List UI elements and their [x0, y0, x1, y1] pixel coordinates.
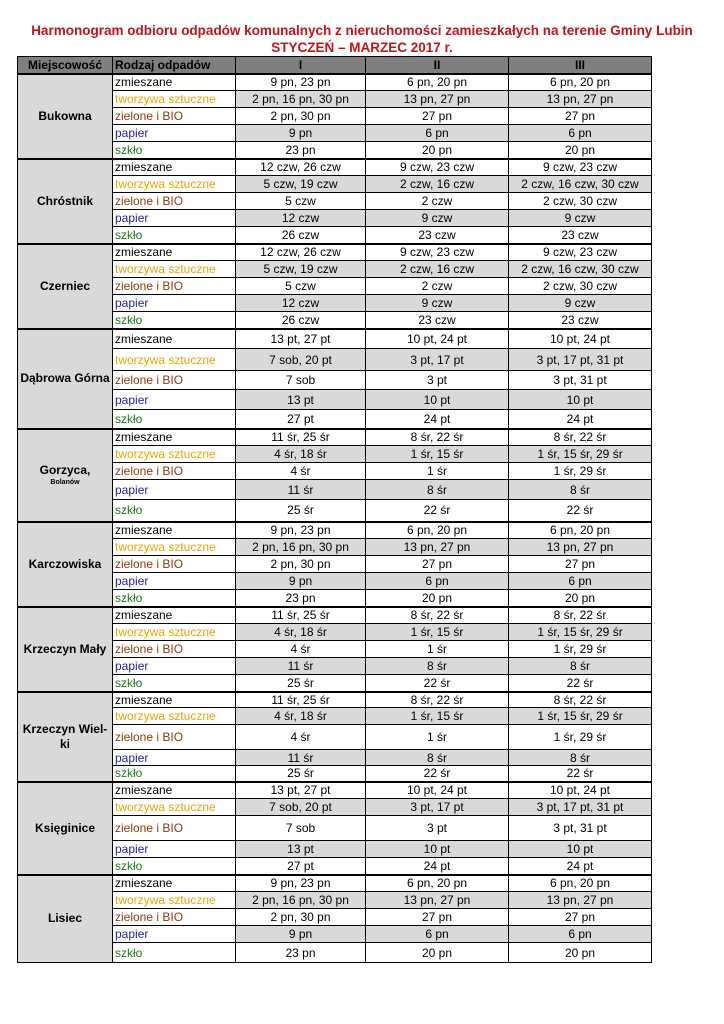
pickup-dates-month-1: 2 pn, 30 pn	[236, 909, 366, 926]
table-row	[18, 142, 652, 159]
town-name	[18, 159, 113, 244]
pickup-dates-month-1: 2 pn, 30 pn	[236, 108, 366, 125]
pickup-dates-month-3: 1 śr, 15 śr, 29 śr	[509, 446, 652, 463]
table-row	[18, 556, 652, 573]
table-row	[18, 410, 652, 429]
table-row	[18, 573, 652, 590]
table-row	[18, 244, 652, 261]
pickup-dates-month-2: 1 śr	[366, 641, 509, 658]
pickup-dates-month-2: 2 czw, 16 czw	[366, 176, 509, 193]
pickup-dates-month-1: 4 śr, 18 śr	[236, 708, 366, 725]
pickup-dates-month-2: 2 czw	[366, 278, 509, 295]
pickup-dates-month-2: 9 czw, 23 czw	[366, 159, 509, 176]
pickup-dates-month-3: 8 śr, 22 śr	[509, 429, 652, 446]
pickup-dates-month-3: 10 pt, 24 pt	[509, 782, 652, 799]
town-name	[18, 522, 113, 607]
pickup-dates-month-1: 5 czw	[236, 193, 366, 210]
table-row	[18, 312, 652, 329]
waste-type: zmieszane	[113, 692, 236, 708]
table-row	[18, 227, 652, 244]
waste-type: zmieszane	[113, 607, 236, 624]
table-row	[18, 463, 652, 480]
table-row	[18, 799, 652, 816]
town-name-label: Księginice	[34, 820, 96, 835]
header-month-2: II	[366, 57, 509, 74]
pickup-dates-month-2: 6 pn	[366, 573, 509, 590]
pickup-dates-month-2: 1 śr	[366, 463, 509, 480]
pickup-dates-month-1: 11 śr	[236, 750, 366, 766]
waste-type: papier	[113, 210, 236, 227]
table-row	[18, 641, 652, 658]
pickup-dates-month-1: 11 śr, 25 śr	[236, 692, 366, 708]
pickup-dates-month-1: 27 pt	[236, 410, 366, 429]
pickup-dates-month-1: 4 śr	[236, 641, 366, 658]
pickup-dates-month-1: 9 pn, 23 pn	[236, 875, 366, 892]
pickup-dates-month-2: 9 czw	[366, 210, 509, 227]
table-row	[18, 159, 652, 176]
pickup-dates-month-1: 4 śr, 18 śr	[236, 624, 366, 641]
pickup-dates-month-2: 24 pt	[366, 858, 509, 875]
pickup-dates-month-1: 23 pn	[236, 943, 366, 963]
town-name-label: Dąbrowa Górna	[20, 371, 110, 385]
waste-type: szkło	[113, 943, 236, 963]
pickup-dates-month-2: 1 śr	[366, 725, 509, 750]
pickup-dates-month-2: 1 śr, 15 śr	[366, 624, 509, 641]
pickup-dates-month-3: 8 śr	[509, 480, 652, 500]
waste-type: tworzywa sztuczne	[113, 892, 236, 909]
pickup-dates-month-3: 6 pn, 20 pn	[509, 522, 652, 539]
pickup-dates-month-1: 11 śr, 25 śr	[236, 429, 366, 446]
table-row	[18, 446, 652, 463]
pickup-dates-month-2: 9 czw	[366, 295, 509, 312]
pickup-dates-month-1: 25 śr	[236, 675, 366, 692]
pickup-dates-month-3: 3 pt, 31 pt	[509, 816, 652, 841]
pickup-dates-month-2: 27 pn	[366, 108, 509, 125]
pickup-dates-month-3: 20 pn	[509, 142, 652, 159]
pickup-dates-month-3: 6 pn	[509, 125, 652, 142]
pickup-dates-month-1: 9 pn	[236, 573, 366, 590]
pickup-dates-month-1: 5 czw	[236, 278, 366, 295]
table-row	[18, 841, 652, 858]
waste-type: szkło	[113, 858, 236, 875]
pickup-dates-month-2: 1 śr, 15 śr	[366, 708, 509, 725]
pickup-dates-month-3: 2 czw, 30 czw	[509, 278, 652, 295]
pickup-dates-month-2: 22 śr	[366, 500, 509, 522]
pickup-dates-month-2: 13 pn, 27 pn	[366, 539, 509, 556]
table-row	[18, 261, 652, 278]
town-name-label: Karczowiska	[28, 556, 102, 571]
pickup-dates-month-2: 8 śr, 22 śr	[366, 429, 509, 446]
pickup-dates-month-3: 23 czw	[509, 312, 652, 329]
town-name	[18, 329, 113, 429]
table-row	[18, 193, 652, 210]
pickup-dates-month-2: 20 pn	[366, 142, 509, 159]
waste-type: szkło	[113, 766, 236, 782]
pickup-dates-month-3: 1 śr, 29 śr	[509, 463, 652, 480]
pickup-dates-month-1: 2 pn, 16 pn, 30 pn	[236, 539, 366, 556]
town-name-label: Bukowna	[38, 108, 92, 123]
pickup-dates-month-1: 7 sob	[236, 371, 366, 390]
pickup-dates-month-2: 6 pn, 20 pn	[366, 74, 509, 91]
schedule-body	[18, 74, 652, 963]
table-row	[18, 500, 652, 522]
pickup-dates-month-2: 8 śr	[366, 658, 509, 675]
pickup-dates-month-2: 24 pt	[366, 410, 509, 429]
header-month-1: I	[236, 57, 366, 74]
pickup-dates-month-2: 3 pt, 17 pt	[366, 349, 509, 371]
waste-type: papier	[113, 573, 236, 590]
waste-type: tworzywa sztuczne	[113, 176, 236, 193]
pickup-dates-month-1: 5 czw, 19 czw	[236, 176, 366, 193]
pickup-dates-month-3: 3 pt, 17 pt, 31 pt	[509, 349, 652, 371]
waste-type: papier	[113, 390, 236, 410]
pickup-dates-month-2: 3 pt	[366, 371, 509, 390]
pickup-dates-month-3: 6 pn, 20 pn	[509, 875, 652, 892]
waste-type: zielone i BIO	[113, 641, 236, 658]
pickup-dates-month-1: 13 pt, 27 pt	[236, 329, 366, 349]
pickup-dates-month-2: 3 pt, 17 pt	[366, 799, 509, 816]
waste-type: zmieszane	[113, 782, 236, 799]
town-name	[18, 244, 113, 329]
pickup-dates-month-3: 13 pn, 27 pn	[509, 91, 652, 108]
pickup-dates-month-1: 13 pt, 27 pt	[236, 782, 366, 799]
pickup-dates-month-1: 12 czw, 26 czw	[236, 159, 366, 176]
pickup-dates-month-3: 2 czw, 16 czw, 30 czw	[509, 261, 652, 278]
table-row	[18, 480, 652, 500]
pickup-dates-month-3: 24 pt	[509, 858, 652, 875]
waste-type: zmieszane	[113, 159, 236, 176]
town-name-label: Gorzyca,	[39, 463, 91, 477]
pickup-dates-month-2: 8 śr, 22 śr	[366, 607, 509, 624]
pickup-dates-month-1: 11 śr	[236, 480, 366, 500]
pickup-dates-month-2: 8 śr	[366, 480, 509, 500]
pickup-dates-month-2: 10 pt, 24 pt	[366, 782, 509, 799]
pickup-dates-month-3: 2 czw, 30 czw	[509, 193, 652, 210]
table-row	[18, 329, 652, 349]
town-name	[18, 74, 113, 159]
waste-type: papier	[113, 841, 236, 858]
pickup-dates-month-1: 11 śr, 25 śr	[236, 607, 366, 624]
pickup-dates-month-3: 8 śr	[509, 750, 652, 766]
pickup-dates-month-3: 22 śr	[509, 500, 652, 522]
pickup-dates-month-3: 1 śr, 29 śr	[509, 641, 652, 658]
table-row	[18, 539, 652, 556]
pickup-dates-month-2: 6 pn	[366, 125, 509, 142]
table-row	[18, 675, 652, 692]
waste-type: szkło	[113, 142, 236, 159]
pickup-dates-month-2: 27 pn	[366, 556, 509, 573]
pickup-dates-month-1: 2 pn, 16 pn, 30 pn	[236, 91, 366, 108]
table-row	[18, 349, 652, 371]
table-row	[18, 74, 652, 91]
pickup-dates-month-3: 10 pt, 24 pt	[509, 329, 652, 349]
table-row	[18, 909, 652, 926]
town-subname: Bolanów	[50, 479, 80, 486]
pickup-dates-month-3: 13 pn, 27 pn	[509, 539, 652, 556]
table-row	[18, 429, 652, 446]
pickup-dates-month-1: 7 sob	[236, 816, 366, 841]
waste-type: tworzywa sztuczne	[113, 446, 236, 463]
pickup-dates-month-2: 10 pt, 24 pt	[366, 329, 509, 349]
table-row	[18, 295, 652, 312]
waste-type: tworzywa sztuczne	[113, 349, 236, 371]
pickup-dates-month-1: 9 pn	[236, 926, 366, 943]
table-row	[18, 816, 652, 841]
town-name	[18, 875, 113, 963]
table-row	[18, 125, 652, 142]
pickup-dates-month-3: 27 pn	[509, 909, 652, 926]
waste-type: tworzywa sztuczne	[113, 261, 236, 278]
pickup-dates-month-2: 8 śr, 22 śr	[366, 692, 509, 708]
header-month-3: III	[509, 57, 652, 74]
waste-type: papier	[113, 658, 236, 675]
waste-type: tworzywa sztuczne	[113, 624, 236, 641]
table-row	[18, 371, 652, 390]
table-row	[18, 108, 652, 125]
waste-type: tworzywa sztuczne	[113, 708, 236, 725]
pickup-dates-month-3: 3 pt, 31 pt	[509, 371, 652, 390]
pickup-dates-month-2: 20 pn	[366, 590, 509, 607]
pickup-dates-month-2: 10 pt	[366, 841, 509, 858]
pickup-dates-month-3: 9 czw	[509, 210, 652, 227]
town-name-label: Krzeczyn Mały	[23, 641, 107, 656]
pickup-dates-month-3: 20 pn	[509, 943, 652, 963]
pickup-dates-month-2: 20 pn	[366, 943, 509, 963]
pickup-dates-month-3: 27 pn	[509, 556, 652, 573]
pickup-dates-month-1: 2 pn, 30 pn	[236, 556, 366, 573]
table-row	[18, 750, 652, 766]
waste-type: zielone i BIO	[113, 556, 236, 573]
pickup-dates-month-1: 13 pt	[236, 390, 366, 410]
pickup-dates-month-3: 6 pn	[509, 926, 652, 943]
table-row	[18, 278, 652, 295]
waste-type: zielone i BIO	[113, 463, 236, 480]
waste-type: zmieszane	[113, 875, 236, 892]
pickup-dates-month-3: 1 śr, 15 śr, 29 śr	[509, 624, 652, 641]
waste-type: zielone i BIO	[113, 725, 236, 750]
pickup-dates-month-3: 9 czw, 23 czw	[509, 159, 652, 176]
pickup-dates-month-3: 10 pt	[509, 390, 652, 410]
pickup-dates-month-1: 7 sob, 20 pt	[236, 349, 366, 371]
waste-type: papier	[113, 295, 236, 312]
pickup-dates-month-2: 2 czw, 16 czw	[366, 261, 509, 278]
document-subtitle: STYCZEŃ – MARZEC 2017 r.	[271, 40, 453, 55]
pickup-dates-month-1: 12 czw	[236, 210, 366, 227]
waste-type: papier	[113, 125, 236, 142]
pickup-dates-month-2: 6 pn, 20 pn	[366, 522, 509, 539]
table-row	[18, 176, 652, 193]
pickup-dates-month-3: 1 śr, 15 śr, 29 śr	[509, 708, 652, 725]
town-name-label: Lisiec	[47, 911, 83, 926]
pickup-dates-month-1: 5 czw, 19 czw	[236, 261, 366, 278]
waste-type: szkło	[113, 675, 236, 692]
pickup-dates-month-1: 26 czw	[236, 312, 366, 329]
pickup-dates-month-3: 6 pn, 20 pn	[509, 74, 652, 91]
table-row	[18, 607, 652, 624]
waste-type: zielone i BIO	[113, 108, 236, 125]
town-name	[18, 429, 113, 522]
town-name	[18, 607, 113, 692]
table-row	[18, 91, 652, 108]
town-name-label: Czerniec	[39, 278, 91, 293]
pickup-dates-month-1: 4 śr	[236, 463, 366, 480]
waste-type: zmieszane	[113, 244, 236, 261]
table-row	[18, 892, 652, 909]
table-row	[18, 590, 652, 607]
table-row	[18, 624, 652, 641]
pickup-dates-month-3: 23 czw	[509, 227, 652, 244]
waste-type: zielone i BIO	[113, 278, 236, 295]
waste-type: zielone i BIO	[113, 909, 236, 926]
pickup-dates-month-2: 6 pn	[366, 926, 509, 943]
pickup-dates-month-3: 20 pn	[509, 590, 652, 607]
waste-type: zielone i BIO	[113, 193, 236, 210]
pickup-dates-month-2: 8 śr	[366, 750, 509, 766]
table-row	[18, 725, 652, 750]
table-row	[18, 858, 652, 875]
table-row	[18, 658, 652, 675]
pickup-dates-month-1: 9 pn	[236, 125, 366, 142]
waste-type: zmieszane	[113, 74, 236, 91]
pickup-dates-month-3: 9 czw, 23 czw	[509, 244, 652, 261]
pickup-dates-month-2: 22 śr	[366, 766, 509, 782]
table-row	[18, 875, 652, 892]
waste-type: zmieszane	[113, 329, 236, 349]
waste-type: papier	[113, 750, 236, 766]
table-row	[18, 943, 652, 963]
pickup-dates-month-1: 13 pt	[236, 841, 366, 858]
pickup-dates-month-1: 4 śr	[236, 725, 366, 750]
pickup-dates-month-3: 9 czw	[509, 295, 652, 312]
waste-type: papier	[113, 480, 236, 500]
pickup-dates-month-1: 23 pn	[236, 590, 366, 607]
pickup-dates-month-2: 13 pn, 27 pn	[366, 91, 509, 108]
pickup-dates-month-3: 6 pn	[509, 573, 652, 590]
waste-type: zmieszane	[113, 522, 236, 539]
waste-type: tworzywa sztuczne	[113, 799, 236, 816]
pickup-dates-month-1: 4 śr, 18 śr	[236, 446, 366, 463]
pickup-dates-month-2: 6 pn, 20 pn	[366, 875, 509, 892]
schedule-table	[17, 56, 652, 963]
document-title: Harmonogram odbioru odpadów komunalnych z nieruchomości zamieszkałych na terenie Gminy Lubin	[31, 23, 693, 38]
pickup-dates-month-1: 9 pn, 23 pn	[236, 522, 366, 539]
pickup-dates-month-3: 22 śr	[509, 675, 652, 692]
table-row	[18, 522, 652, 539]
pickup-dates-month-2: 2 czw	[366, 193, 509, 210]
pickup-dates-month-2: 23 czw	[366, 312, 509, 329]
waste-type: zielone i BIO	[113, 816, 236, 841]
pickup-dates-month-3: 8 śr	[509, 658, 652, 675]
pickup-dates-month-2: 3 pt	[366, 816, 509, 841]
waste-type: tworzywa sztuczne	[113, 91, 236, 108]
pickup-dates-month-3: 8 śr, 22 śr	[509, 692, 652, 708]
waste-type: szkło	[113, 590, 236, 607]
town-name	[18, 782, 113, 875]
town-name-label: Chróstnik	[36, 193, 93, 208]
pickup-dates-month-3: 13 pn, 27 pn	[509, 892, 652, 909]
waste-type: szkło	[113, 312, 236, 329]
pickup-dates-month-1: 25 śr	[236, 766, 366, 782]
waste-type: tworzywa sztuczne	[113, 539, 236, 556]
pickup-dates-month-2: 9 czw, 23 czw	[366, 244, 509, 261]
pickup-dates-month-2: 27 pn	[366, 909, 509, 926]
waste-type: papier	[113, 926, 236, 943]
table-row	[18, 692, 652, 708]
pickup-dates-month-1: 27 pt	[236, 858, 366, 875]
pickup-dates-month-2: 10 pt	[366, 390, 509, 410]
table-row	[18, 926, 652, 943]
pickup-dates-month-1: 9 pn, 23 pn	[236, 74, 366, 91]
waste-type: zielone i BIO	[113, 371, 236, 390]
pickup-dates-month-3: 3 pt, 17 pt, 31 pt	[509, 799, 652, 816]
town-name-label: Krzeczyn Wiel-ki	[22, 721, 108, 751]
pickup-dates-month-2: 22 śr	[366, 675, 509, 692]
pickup-dates-month-3: 1 śr, 29 śr	[509, 725, 652, 750]
waste-type: zmieszane	[113, 429, 236, 446]
pickup-dates-month-3: 8 śr, 22 śr	[509, 607, 652, 624]
table-row	[18, 766, 652, 782]
pickup-dates-month-3: 22 śr	[509, 766, 652, 782]
table-row	[18, 782, 652, 799]
table-row	[18, 708, 652, 725]
pickup-dates-month-1: 12 czw	[236, 295, 366, 312]
table-row	[18, 210, 652, 227]
pickup-dates-month-1: 26 czw	[236, 227, 366, 244]
pickup-dates-month-1: 7 sob, 20 pt	[236, 799, 366, 816]
pickup-dates-month-1: 2 pn, 16 pn, 30 pn	[236, 892, 366, 909]
pickup-dates-month-1: 25 śr	[236, 500, 366, 522]
pickup-dates-month-1: 23 pn	[236, 142, 366, 159]
header-waste-type: Rodzaj odpadów	[113, 57, 236, 74]
pickup-dates-month-3: 2 czw, 16 czw, 30 czw	[509, 176, 652, 193]
pickup-dates-month-2: 13 pn, 27 pn	[366, 892, 509, 909]
waste-type: szkło	[113, 410, 236, 429]
waste-type: szkło	[113, 227, 236, 244]
waste-type: szkło	[113, 500, 236, 522]
pickup-dates-month-3: 10 pt	[509, 841, 652, 858]
pickup-dates-month-2: 1 śr, 15 śr	[366, 446, 509, 463]
pickup-dates-month-1: 11 śr	[236, 658, 366, 675]
pickup-dates-month-1: 12 czw, 26 czw	[236, 244, 366, 261]
header-town: Miejscowość	[18, 57, 113, 74]
table-row	[18, 390, 652, 410]
pickup-dates-month-3: 27 pn	[509, 108, 652, 125]
town-name	[18, 692, 113, 782]
pickup-dates-month-3: 24 pt	[509, 410, 652, 429]
pickup-dates-month-2: 23 czw	[366, 227, 509, 244]
